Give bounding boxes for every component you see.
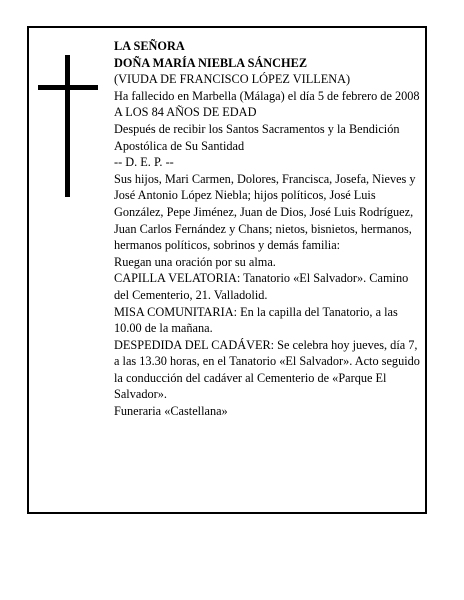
cross-horizontal-bar	[38, 85, 98, 90]
sacraments-line: Después de recibir los Santos Sacramentos y la Bendición Apostólica de Su Santidad	[114, 121, 400, 153]
family-paragraph: Sus hijos, Mari Carmen, Dolores, Francisca, Josefa, Nieves y José Antonio López Niebla; hijos políticos, José Luis González, Pepe Jiménez, Juan de Dios, José Luis Rodríguez, Juan Carlos Fernández y Chans; nietos, bisnietos, hermanos, hermanos políticos, sobrinos y demás familia:	[114, 171, 416, 253]
cross-icon	[38, 55, 98, 197]
age-line: A LOS 84 AÑOS DE EDAD	[114, 105, 257, 120]
death-line: Ha fallecido en Marbella (Málaga) el día 5 de febrero de 2008	[114, 88, 420, 103]
widow-line: (VIUDA DE FRANCISCO LÓPEZ VILLENA)	[114, 72, 351, 87]
farewell-paragraph: DESPEDIDA DEL CADÁVER: Se celebra hoy jueves, día 7, a las 13.30 horas, en el Tanatorio «El Salvador». Acto seguido la conducción del cadáver al Cementerio de «Parque El Salvador».	[114, 337, 420, 402]
prayer-line: Ruegan una oración por su alma.	[114, 254, 276, 269]
mass-paragraph: MISA COMUNITARIA: En la capilla del Tanatorio, a las 10.00 de la mañana.	[114, 304, 398, 336]
funeral-home-line: Funeraria «Castellana»	[114, 404, 228, 419]
title-line-1: LA SEÑORA	[114, 39, 185, 53]
chapel-paragraph: CAPILLA VELATORIA: Tanatorio «El Salvador». Camino del Cementerio, 21. Valladolid.	[114, 271, 409, 302]
obituary-text	[114, 38, 420, 420]
cross-vertical-bar	[65, 55, 70, 197]
title-line-2: DOÑA MARÍA NIEBLA SÁNCHEZ	[114, 55, 308, 70]
dep-line: -- D. E. P. --	[114, 155, 174, 170]
